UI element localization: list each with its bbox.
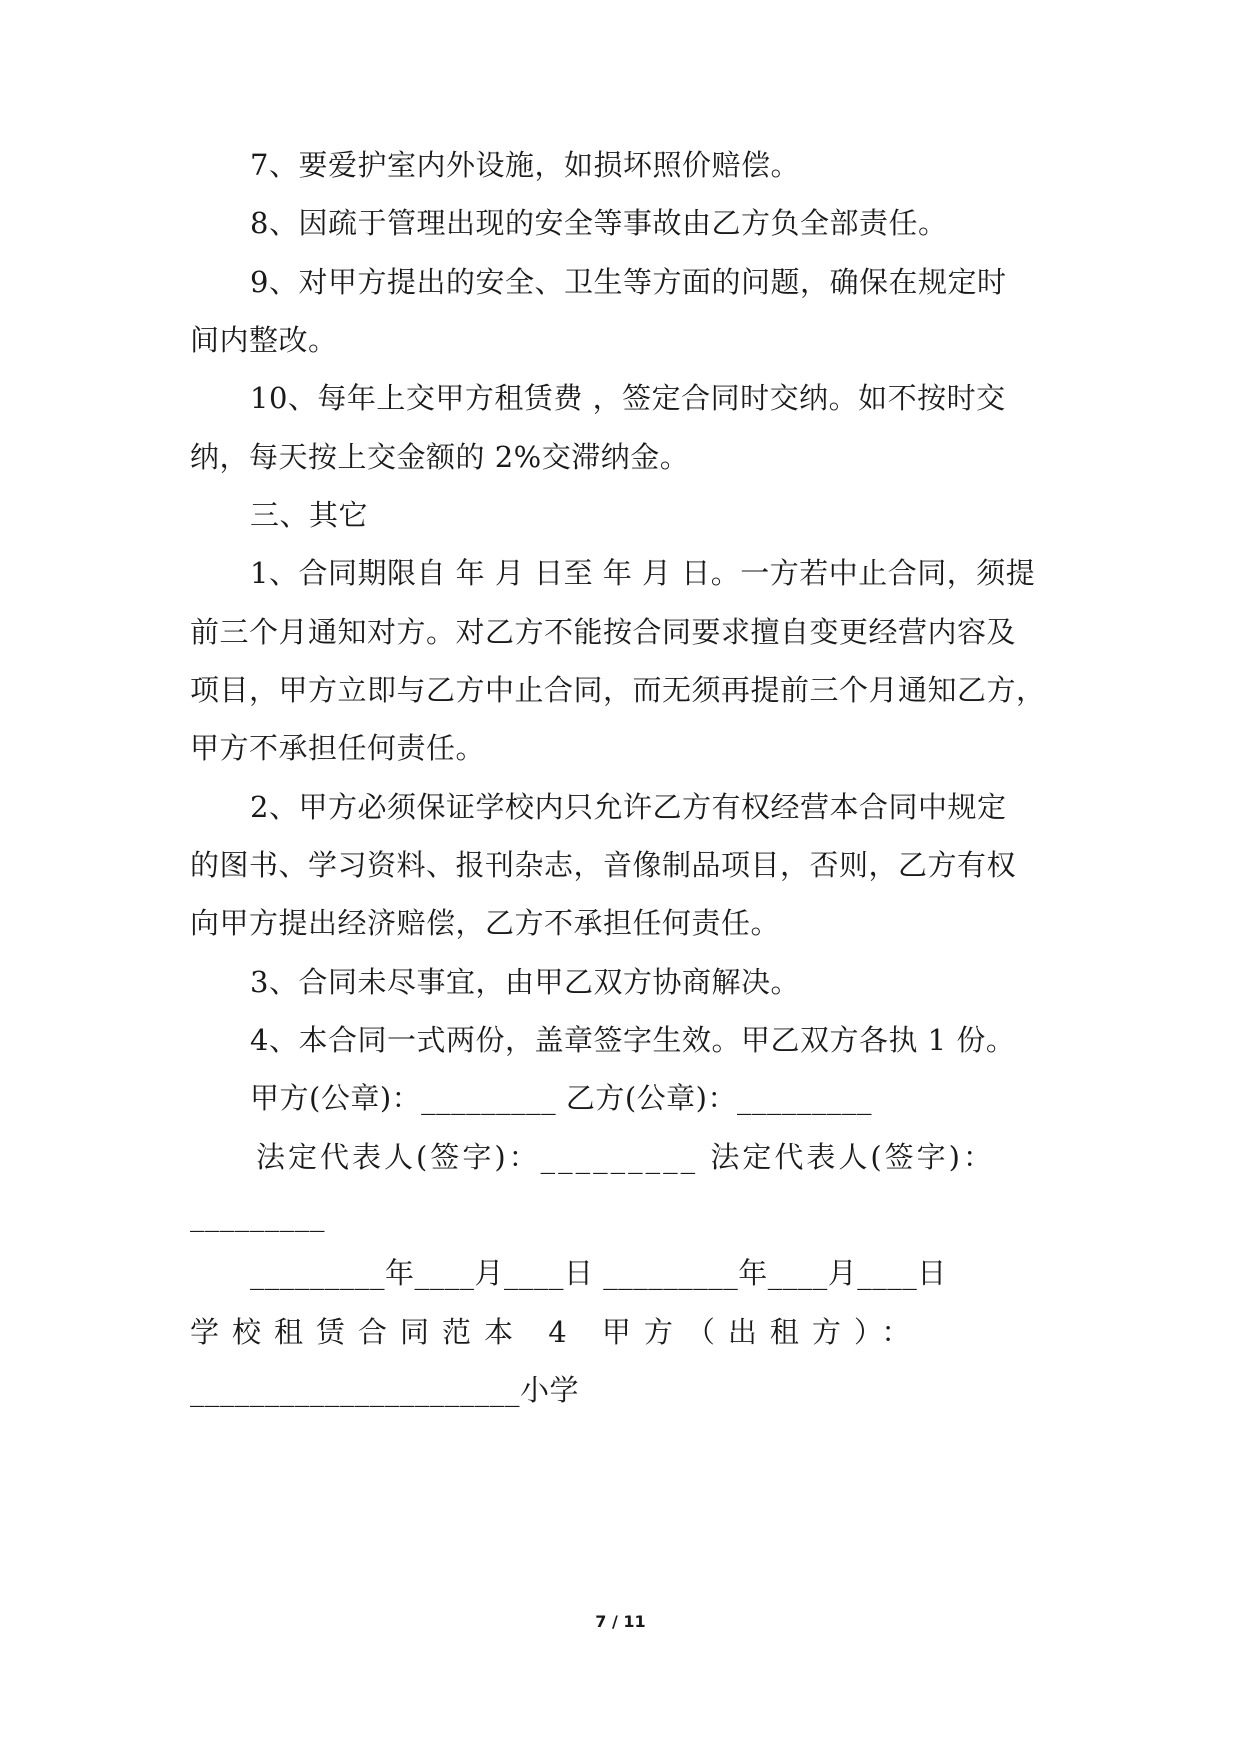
other-clause-1-line-4: 甲方不承担任何责任。: [190, 731, 486, 765]
clause-10-line-1: 10、每年上交甲方租赁费 ，签定合同时交纳。如不按时交: [250, 381, 1006, 415]
clause-9-line-1: 9、对甲方提出的安全、卫生等方面的问题，确保在规定时: [250, 265, 1007, 299]
clause-9-line-2: 间内整改。: [190, 323, 338, 357]
section-3-heading: 三、其它: [250, 498, 369, 532]
other-clause-2-line-2: 的图书、学习资料、报刊杂志，音像制品项目，否则，乙方有权: [190, 848, 1017, 882]
clause-7: 7、要爱护室内外设施，如损坏照价赔偿。: [250, 148, 800, 182]
signature-line-1: 法定代表人(签字)：_________ 法定代表人(签字)：: [256, 1140, 995, 1174]
other-clause-1-line-1: 1、合同期限自 年 月 日至 年 月 日。一方若中止合同，须提: [250, 556, 1036, 590]
other-clause-2-line-3: 向甲方提出经济赔偿，乙方不承担任何责任。: [190, 906, 781, 940]
clause-8: 8、因疏于管理出现的安全等事故由乙方负全部责任。: [250, 206, 948, 240]
date-line: _________年____月____日 _________年____月____日: [250, 1256, 947, 1290]
clause-10-line-2: 纳，每天按上交金额的 2%交滞纳金。: [190, 440, 690, 474]
other-clause-4: 4、本合同一式两份，盖章签字生效。甲乙双方各执 1 份。: [250, 1023, 1016, 1057]
other-clause-2-line-1: 2、甲方必须保证学校内只允许乙方有权经营本合同中规定: [250, 790, 1007, 824]
other-clause-3: 3、合同未尽事宜，由甲乙双方协商解决。: [250, 965, 800, 999]
other-clause-1-line-3: 项目，甲方立即与乙方中止合同，而无须再提前三个月通知乙方，: [190, 673, 1046, 707]
other-clause-1-line-2: 前三个月通知对方。对乙方不能按合同要求擅自变更经营内容及: [190, 615, 1017, 649]
page-number: 7 / 11: [595, 1612, 646, 1631]
lessor-line: ______________________小学: [190, 1373, 580, 1407]
next-contract-heading: 学校租赁合同范本 4 甲方（出租方）：: [190, 1315, 924, 1349]
signature-line-2: _________: [190, 1198, 325, 1232]
seal-line: 甲方(公章)：_________ 乙方(公章)：_________: [250, 1081, 872, 1115]
